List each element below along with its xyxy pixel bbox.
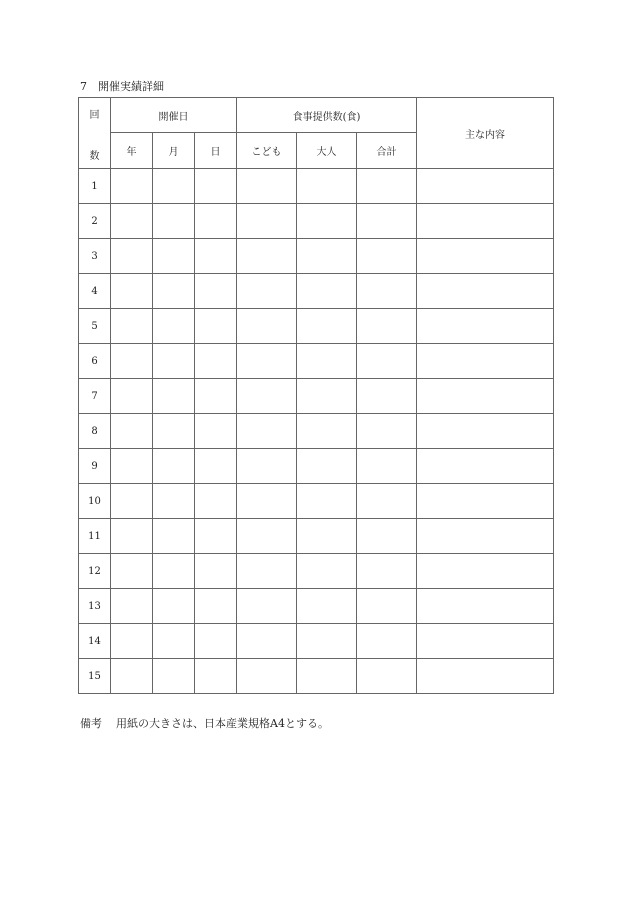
table-row: [79, 589, 554, 624]
row-number: 3: [79, 239, 111, 274]
day-cell: [195, 169, 237, 204]
row-number: 8: [79, 414, 111, 449]
day-cell: [195, 274, 237, 309]
adults-cell: [297, 484, 357, 519]
row-number: 12: [79, 554, 111, 589]
children-cell: [237, 239, 297, 274]
content-cell: [417, 379, 554, 414]
total-cell: [357, 554, 417, 589]
adults-cell: [297, 204, 357, 239]
year-cell: [111, 519, 153, 554]
month-cell: [153, 624, 195, 659]
content-cell: [417, 274, 554, 309]
table-row: [79, 379, 554, 414]
table-row: [79, 554, 554, 589]
adults-cell: [297, 659, 357, 694]
count-header-top: 回: [89, 110, 100, 121]
children-cell: [237, 624, 297, 659]
day-cell: [195, 449, 237, 484]
month-cell: [153, 344, 195, 379]
day-cell: [195, 414, 237, 449]
year-cell: [111, 169, 153, 204]
section-heading: [80, 80, 164, 94]
day-cell: [195, 379, 237, 414]
adults-cell: [297, 239, 357, 274]
table-row: [79, 274, 554, 309]
table-row: [79, 624, 554, 659]
content-cell: [417, 624, 554, 659]
table-row: [79, 169, 554, 204]
row-number: 9: [79, 449, 111, 484]
day-cell: [195, 659, 237, 694]
year-cell: [111, 239, 153, 274]
total-cell: [357, 379, 417, 414]
remarks-text: 用紙の大きさは、日本産業規格A4とする。: [116, 717, 329, 730]
day-cell: [195, 554, 237, 589]
content-cell: [417, 554, 554, 589]
adults-cell: [297, 309, 357, 344]
children-cell: [237, 169, 297, 204]
month-cell: [153, 484, 195, 519]
table-row: [79, 239, 554, 274]
content-header: 主な内容: [417, 98, 554, 169]
adults-cell: [297, 169, 357, 204]
remarks: [80, 717, 329, 731]
content-cell: [417, 169, 554, 204]
table-row: [79, 204, 554, 239]
row-number: 15: [79, 659, 111, 694]
children-cell: [237, 554, 297, 589]
children-cell: [237, 484, 297, 519]
month-cell: [153, 239, 195, 274]
day-cell: [195, 344, 237, 379]
total-cell: [357, 449, 417, 484]
total-cell: [357, 659, 417, 694]
year-cell: [111, 204, 153, 239]
remarks-label: 備考: [80, 717, 102, 730]
total-header: 合計: [357, 133, 417, 169]
content-cell: [417, 449, 554, 484]
total-cell: [357, 414, 417, 449]
day-cell: [195, 204, 237, 239]
content-cell: [417, 239, 554, 274]
total-cell: [357, 204, 417, 239]
adults-header: 大人: [297, 133, 357, 169]
meals-group-header: 食事提供数(食): [237, 98, 417, 133]
year-cell: [111, 624, 153, 659]
year-cell: [111, 274, 153, 309]
table-row: [79, 484, 554, 519]
year-cell: [111, 589, 153, 624]
content-cell: [417, 414, 554, 449]
day-cell: [195, 239, 237, 274]
count-header-bottom: 数: [89, 151, 100, 162]
day-header: 日: [195, 133, 237, 169]
year-cell: [111, 659, 153, 694]
header-row-1: [79, 98, 554, 133]
month-cell: [153, 379, 195, 414]
row-number: 14: [79, 624, 111, 659]
children-cell: [237, 379, 297, 414]
row-number: 4: [79, 274, 111, 309]
row-number: 13: [79, 589, 111, 624]
total-cell: [357, 519, 417, 554]
month-header: 月: [153, 133, 195, 169]
row-number: 1: [79, 169, 111, 204]
month-cell: [153, 309, 195, 344]
children-cell: [237, 414, 297, 449]
year-cell: [111, 309, 153, 344]
total-cell: [357, 484, 417, 519]
year-cell: [111, 484, 153, 519]
total-cell: [357, 624, 417, 659]
table-row: [79, 414, 554, 449]
children-cell: [237, 309, 297, 344]
row-number: 2: [79, 204, 111, 239]
children-cell: [237, 344, 297, 379]
total-cell: [357, 169, 417, 204]
day-cell: [195, 484, 237, 519]
adults-cell: [297, 274, 357, 309]
total-cell: [357, 274, 417, 309]
table-row: [79, 519, 554, 554]
table-row: [79, 344, 554, 379]
section-number: 7: [80, 80, 87, 93]
total-cell: [357, 344, 417, 379]
year-header: 年: [111, 133, 153, 169]
row-number: 11: [79, 519, 111, 554]
row-number: 6: [79, 344, 111, 379]
total-cell: [357, 309, 417, 344]
children-cell: [237, 589, 297, 624]
children-cell: [237, 659, 297, 694]
day-cell: [195, 309, 237, 344]
year-cell: [111, 379, 153, 414]
content-cell: [417, 309, 554, 344]
year-cell: [111, 554, 153, 589]
table-row: [79, 659, 554, 694]
row-number: 7: [79, 379, 111, 414]
section-title: 開催実績詳細: [98, 80, 164, 93]
month-cell: [153, 204, 195, 239]
day-cell: [195, 589, 237, 624]
total-cell: [357, 589, 417, 624]
day-cell: [195, 624, 237, 659]
record-table: [78, 97, 554, 694]
adults-cell: [297, 344, 357, 379]
month-cell: [153, 659, 195, 694]
content-cell: [417, 519, 554, 554]
content-cell: [417, 204, 554, 239]
year-cell: [111, 449, 153, 484]
month-cell: [153, 414, 195, 449]
month-cell: [153, 274, 195, 309]
children-cell: [237, 519, 297, 554]
content-cell: [417, 344, 554, 379]
date-group-header: 開催日: [111, 98, 237, 133]
content-cell: [417, 659, 554, 694]
month-cell: [153, 519, 195, 554]
content-cell: [417, 484, 554, 519]
children-cell: [237, 449, 297, 484]
table-row: [79, 449, 554, 484]
adults-cell: [297, 414, 357, 449]
month-cell: [153, 449, 195, 484]
adults-cell: [297, 519, 357, 554]
adults-cell: [297, 379, 357, 414]
month-cell: [153, 169, 195, 204]
children-cell: [237, 274, 297, 309]
adults-cell: [297, 589, 357, 624]
children-header: こども: [237, 133, 297, 169]
content-cell: [417, 589, 554, 624]
adults-cell: [297, 449, 357, 484]
day-cell: [195, 519, 237, 554]
year-cell: [111, 344, 153, 379]
adults-cell: [297, 624, 357, 659]
month-cell: [153, 554, 195, 589]
month-cell: [153, 589, 195, 624]
row-number: 10: [79, 484, 111, 519]
adults-cell: [297, 554, 357, 589]
row-number: 5: [79, 309, 111, 344]
year-cell: [111, 414, 153, 449]
count-header: [79, 98, 111, 169]
table-row: [79, 309, 554, 344]
total-cell: [357, 239, 417, 274]
children-cell: [237, 204, 297, 239]
